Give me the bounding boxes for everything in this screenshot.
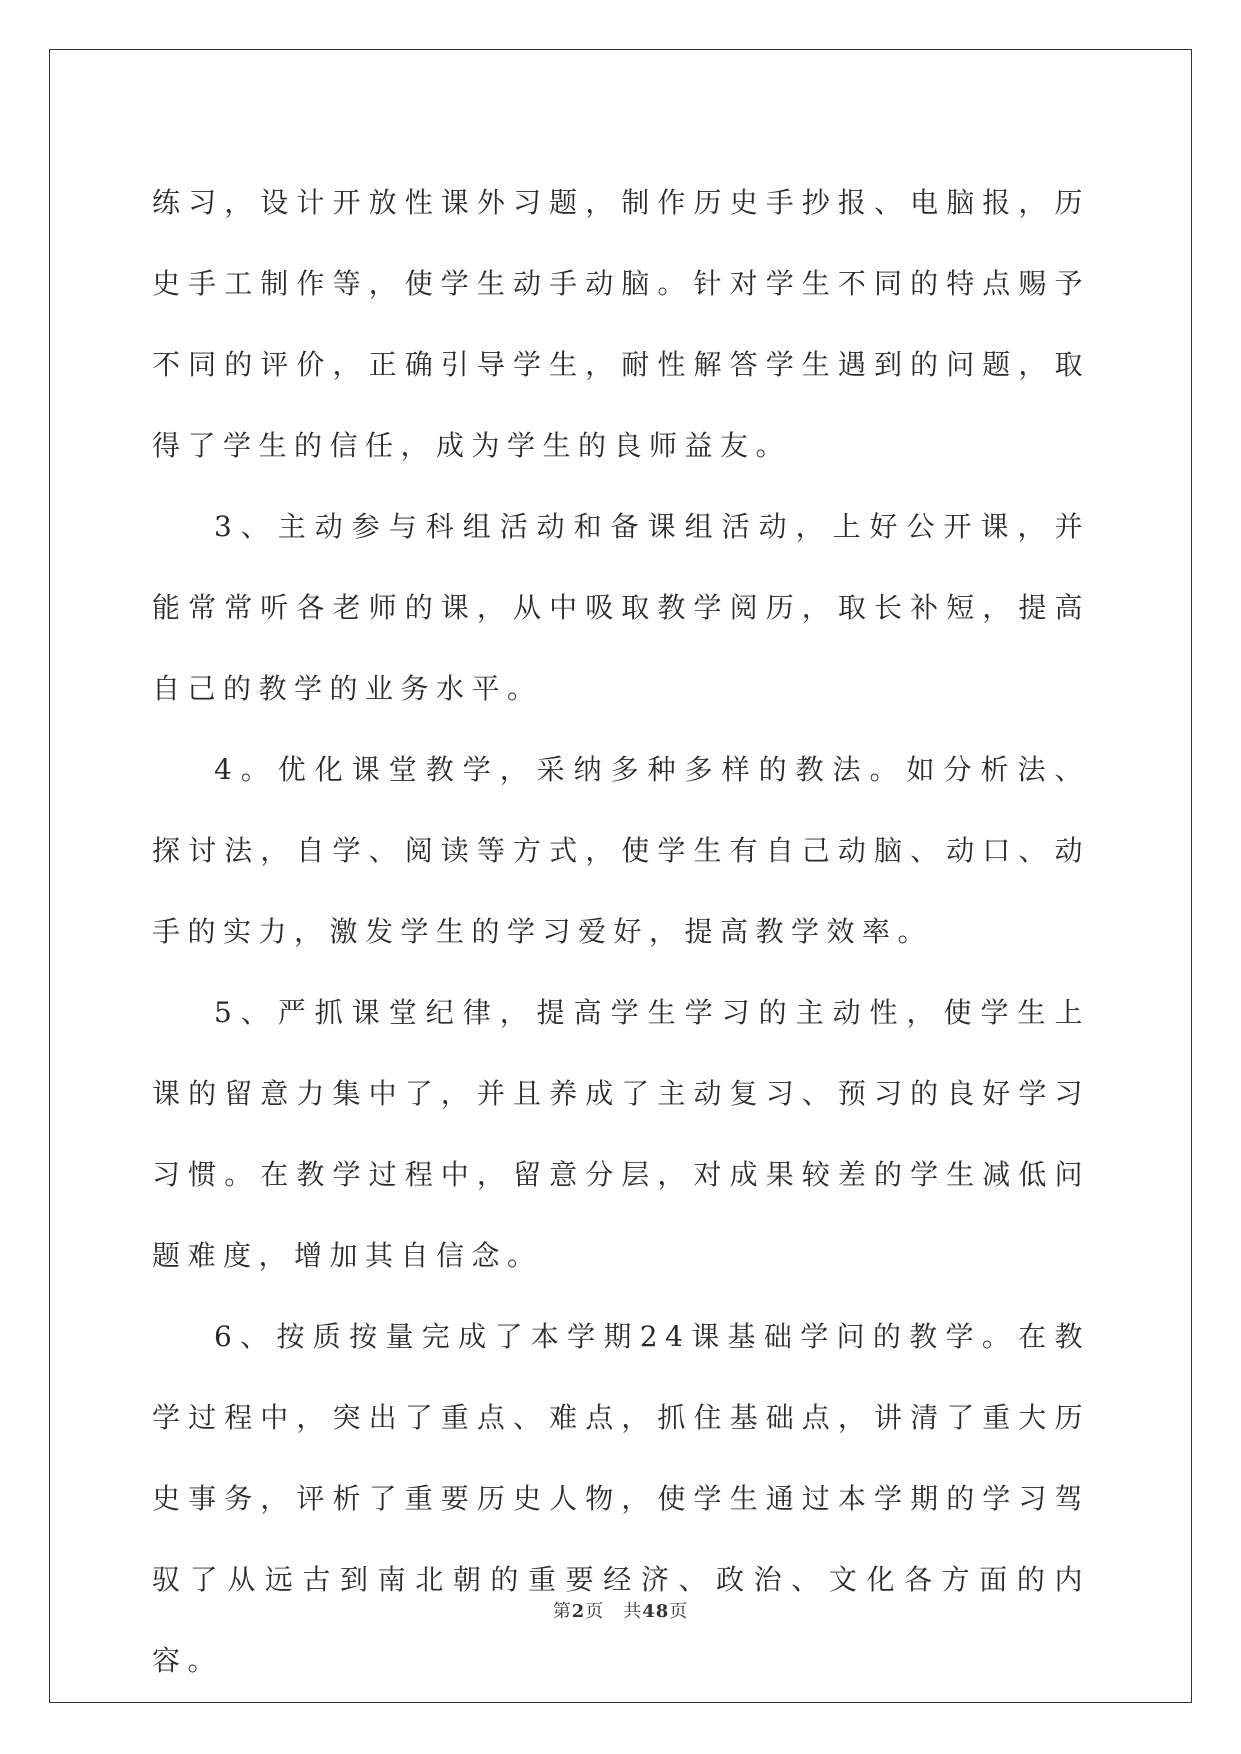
total-page-number: 48 xyxy=(642,1601,670,1622)
paragraph-2: 3、主动参与科组活动和备课组活动，上好公开课，并能常常听各老师的课，从中吸取教学阅历，取长补短，提高自己的教学的业务水平。 xyxy=(152,510,1090,705)
paragraph-1: 练习，设计开放性课外习题，制作历史手抄报、电脑报，历史手工制作等，使学生动手动脑。针对学生不同的特点赐予不同的评价，正确引导学生，耐性解答学生遇到的问题，取得了学生的信任，成为学生的良师益友。 xyxy=(152,186,1090,462)
document-body xyxy=(152,162,1090,1701)
footer-prefix: 第 xyxy=(552,1601,572,1622)
paragraph-3: 4。优化课堂教学，采纳多种多样的教法。如分析法、探讨法，自学、阅读等方式，使学生有自己动脑、动口、动手的实力，激发学生的学习爱好，提高教学效率。 xyxy=(152,753,1090,948)
paragraph-5: 6、按质按量完成了本学期24课基础学问的教学。在教学过程中，突出了重点、难点，抓住基础点，讲清了重大历史事务，评析了重要历史人物，使学生通过本学期的学习驾驭了从远古到南北朝的重要经济、政治、文化各方面的内容。 xyxy=(152,1320,1090,1677)
paragraph-4: 5、严抓课堂纪律，提高学生学习的主动性，使学生上课的留意力集中了，并且养成了主动复习、预习的良好学习习惯。在教学过程中，留意分层，对成果较差的学生减低问题难度，增加其自信念。 xyxy=(152,996,1090,1272)
footer-total-suffix: 页 xyxy=(669,1601,689,1622)
page-footer xyxy=(0,1597,1241,1623)
footer-page-suffix: 页 共 xyxy=(585,1601,643,1622)
current-page-number: 2 xyxy=(571,1601,586,1622)
